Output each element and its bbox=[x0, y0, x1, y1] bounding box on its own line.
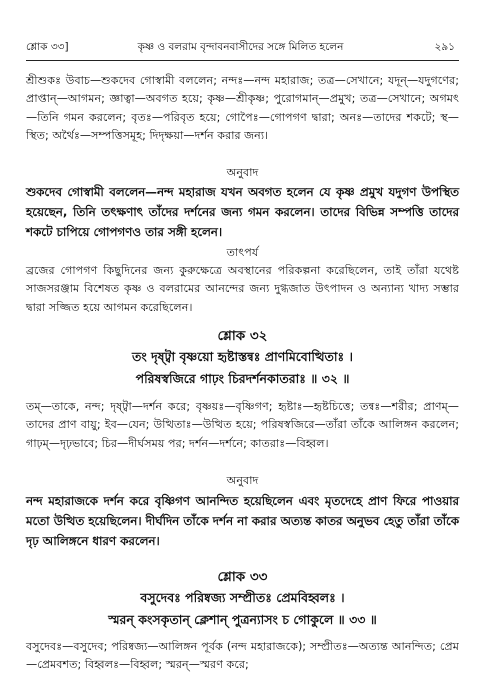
verse-32-line-1: তং দৃষ্ট্বা বৃষ্ণয়ো হৃষ্টাস্তন্বঃ প্রাণমিবোত্থিতাঃ । bbox=[131, 349, 354, 364]
header-rule bbox=[26, 60, 459, 61]
verse-32-translation-heading: অনুবাদ bbox=[226, 474, 259, 487]
synonyms-31: শ্রীশুকঃ উবাচ—শুকদেব গোস্বামী বললেন; নন্দঃ—নন্দ মহারাজ; তত্র—সেখানে; যদূন্—যদুগণের; প্রাপ্তান্—আগমন; জ্ঞাত্বা—অবগত হয়ে; কৃষ্ণ—শ্রীকৃষ্ণ; পুরোগমান্—প্রমুখ; তত্র—সেখানে; অগমৎ—তিনি গমন করলেন; বৃতঃ—পরিবৃত হয়ে; গোপৈঃ—গোপগণ দ্বারা; অনঃ—তাদের শকটে; স্থ—স্থিত; অর্থৈঃ—সম্পত্তিসমূহ; দিদৃক্ষয়া—দর্শন করার জন্য। bbox=[26, 74, 459, 143]
header-verse-ref: শ্লোক ৩৩] bbox=[26, 41, 69, 53]
verse-32-title: শ্লোক ৩২ bbox=[217, 328, 268, 344]
verse-33-title: শ্লোক ৩৩ bbox=[217, 569, 268, 585]
purport-31: ব্রজের গোপগণ কিছুদিনের জন্য কুরুক্ষেত্রে অবস্থানের পরিকল্পনা করেছিলেন, তাই তাঁরা যথেষ্ট সাজসরঞ্জাম বিশেষত কৃষ্ণ ও বলরামের আনন্দের জন্য দুগ্ধজাত উৎপাদন ও অন্যান্য খাদ্য সম্ভার দ্বারা সজ্জিত হয়ে আগমন করেছিলেন। bbox=[26, 264, 459, 314]
page-number: ২৯১ bbox=[434, 41, 455, 53]
verse-32-line-2: পরিষস্বজিরে গাঢ়ং চিরদর্শনকাতরাঃ ॥ ৩২ ॥ bbox=[135, 371, 350, 386]
synonyms-33: বসুদেবঃ—বসুদেব; পরিষ্বজ্য—আলিঙ্গন পূর্বক (নন্দ মহারাজকে); সম্প্রীতঃ—অত্যন্ত আনন্দিত; প্রেম—প্রেমবশত; বিহ্বলঃ—বিহ্বল; স্মরন্—স্মরণ করে; bbox=[26, 640, 459, 672]
translation-32: নন্দ মহারাজকে দর্শন করে বৃষ্ণিগণ আনন্দিত হয়েছিলেন এবং মৃতদেহে প্রাণ ফিরে পাওয়ার মতো উত্থিত হয়েছিলেন। দীর্ঘদিন তাঁকে দর্শন না করার অত্যন্ত কাতর অনুভব হেতু তাঁরা তাঁকে দৃঢ় আলিঙ্গনে ধারণ করলেন। bbox=[26, 494, 459, 548]
running-header bbox=[26, 40, 455, 58]
header-chapter-title: কৃষ্ণ ও বলরাম বৃন্দাবনবাসীদের সঙ্গে মিলিত হলেন bbox=[137, 41, 344, 53]
synonyms-32: তম্—তাকে, নন্দ; দৃষ্ট্বা—দর্শন করে; বৃষ্ণয়ঃ—বৃষ্ণিগণ; হৃষ্টাঃ—হৃষ্টচিত্তে; তন্বঃ—শরীর; প্রাণম্—তাদের প্রাণ বায়ু; ইব—যেন; উত্থিতাঃ—উত্থিত হয়ে; পরিষস্বজিরে—তাঁরা তাঁকে আলিঙ্গন করলেন; গাঢ়ম্—দৃঢ়ভাবে; চির—দীর্ঘসময় পর; দর্শন—দর্শনে; কাতরাঃ—বিহ্বল। bbox=[26, 400, 459, 450]
purport-heading: তাৎপর্য bbox=[226, 246, 259, 259]
verse-33-line-2: স্মরন্ কংসকৃতান্ ক্লেশান্ পুত্রন্যাসং চ গোকুলে ॥ ৩৩ ॥ bbox=[108, 612, 377, 627]
translation-31: শুকদেব গোস্বামী বললেন—নন্দ মহারাজ যখন অবগত হলেন যে কৃষ্ণ প্রমুখ যদুগণ উপস্থিত হয়েছেন, তিনি তৎক্ষণাৎ তাঁদের দর্শনের জন্য গমন করলেন। তাদের বিভিন্ন সম্পত্তি তাদের শকটে চাপিয়ে গোপগণও তার সঙ্গী হলেন। bbox=[26, 185, 459, 239]
verse-33-line-1: বসুদেবঃ পরিষ্বজ্য সম্প্রীতঃ প্রেমবিহ্বলঃ । bbox=[140, 590, 345, 605]
translation-heading: অনুবাদ bbox=[226, 166, 259, 179]
